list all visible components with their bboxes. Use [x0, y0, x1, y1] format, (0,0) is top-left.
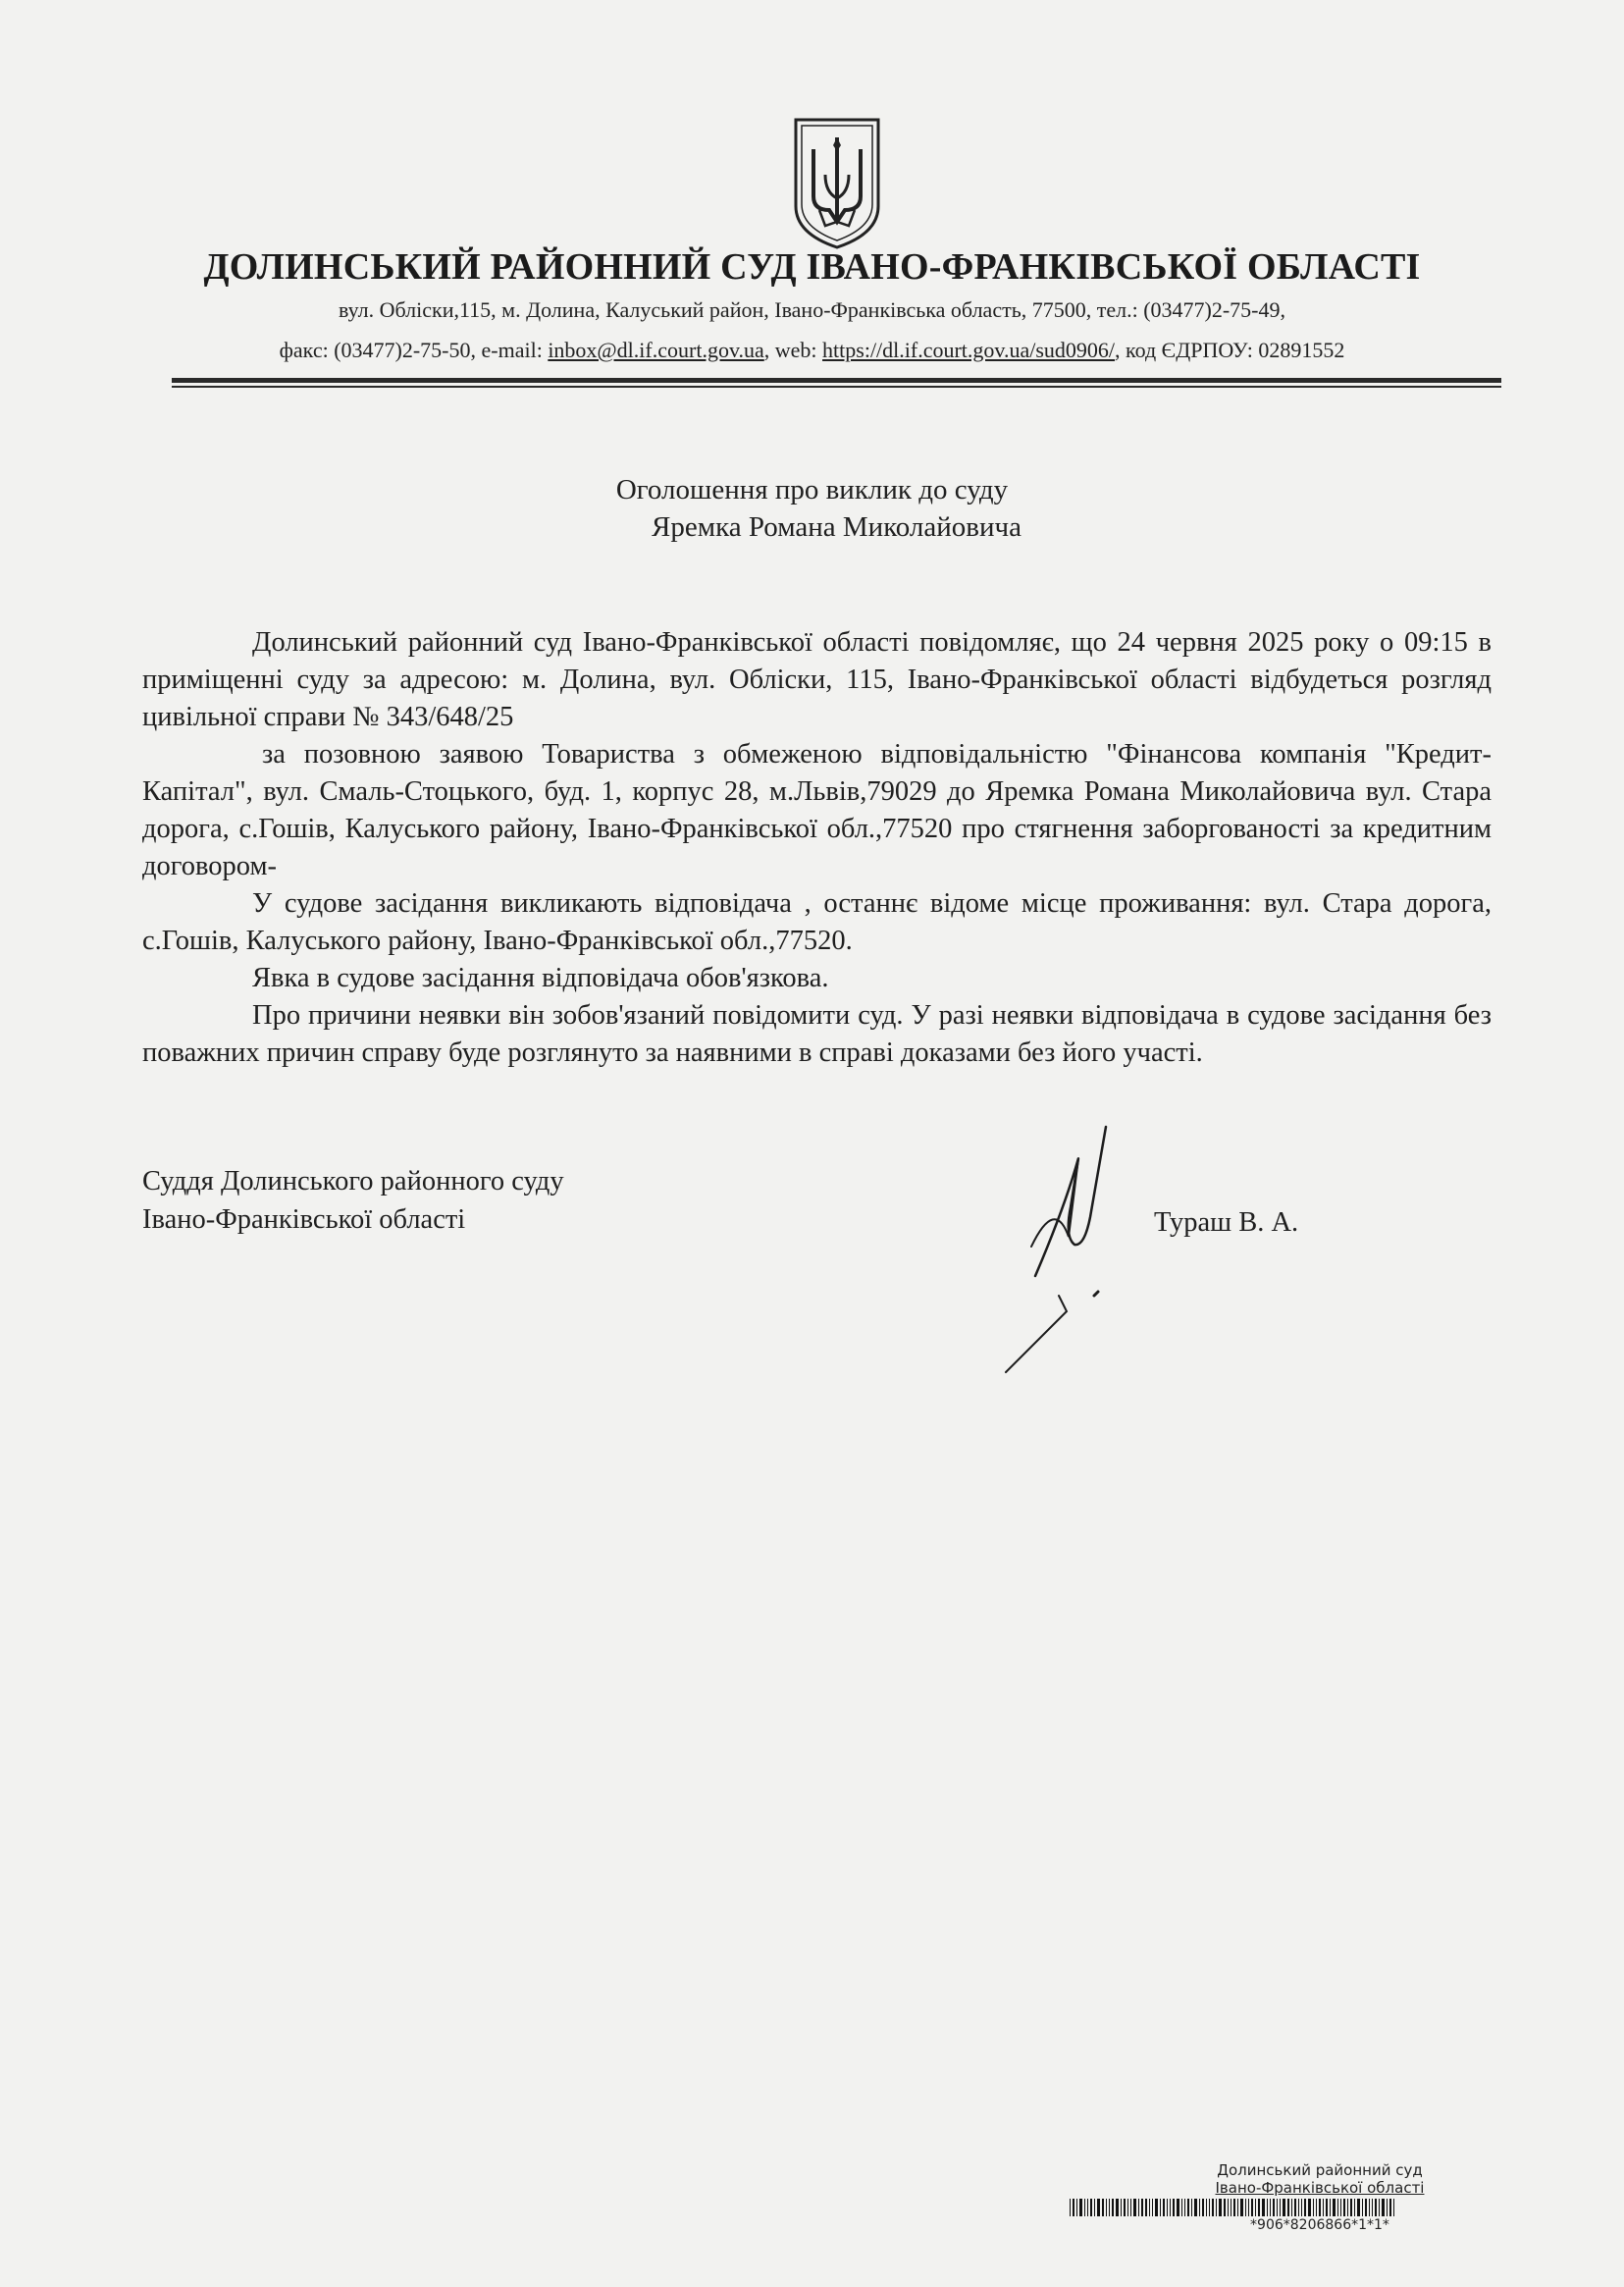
stamp-court-name: Долинський районний суд: [1217, 2161, 1423, 2179]
document-body: [142, 624, 1492, 1072]
stamp-region: Івано-Франківської області: [1215, 2179, 1425, 2197]
header-rule-thick: [172, 378, 1501, 383]
court-name: ДОЛИНСЬКИЙ РАЙОННИЙ СУД ІВАНО-ФРАНКІВСЬКОЇ ОБЛАСТІ: [203, 246, 1421, 288]
paragraph-attendance: Явка в судове засідання відповідача обов'язкова.: [252, 963, 829, 993]
judge-title-line1: Суддя Долинського районного суду: [142, 1166, 564, 1197]
court-contacts: [0, 338, 1624, 363]
header-rule-thin: [172, 386, 1501, 388]
handwritten-signature: [996, 1119, 1124, 1374]
paragraph-summons: У судове засідання викликають відповідача , останнє відоме місце проживання: вул. Стара дорога, с.Гошів, Калуського району, Івано-Франківської обл.,77520.: [142, 888, 1492, 956]
edrpou-code: , код ЄДРПОУ: 02891552: [1115, 338, 1345, 362]
web-label: , web:: [763, 338, 823, 362]
registration-stamp: [1070, 2161, 1531, 2233]
email-link[interactable]: inbox@dl.if.court.gov.ua: [548, 338, 764, 362]
document-title: Оголошення про виклик до суду: [615, 474, 1009, 505]
coat-of-arms-icon: [790, 116, 884, 251]
barcode-number: *906*8206866*1*1*: [1250, 2217, 1389, 2233]
web-link[interactable]: https://dl.if.court.gov.ua/sud0906/: [822, 338, 1116, 362]
judge-title-line2: Івано-Франківської області: [142, 1204, 466, 1235]
judge-name: Тураш В. А.: [1154, 1207, 1299, 1238]
paragraph-claim: за позовною заявою Товариства з обмеженою відповідальністю "Фінансова компанія "Кредит-Капітал", вул. Смаль-Стоцького, буд. 1, корпус 28, м.Львів,79029 до Яремка Романа Миколайовича вул. Стара дорога, с.Гошів, Калуського району, Івано-Франківської обл.,77520 про стягнення заборгованості за кредитним договором-: [142, 739, 1492, 881]
barcode: [1070, 2199, 1531, 2216]
fax-label: факс: (03477)2-75-50, e-mail:: [279, 338, 549, 362]
paragraph-absence: Про причини неявки він зобов'язаний повідомити суд. У разі неявки відповідача в судове засідання без поважних причин справу буде розглянуто за наявними в справі доказами без його участі.: [142, 1000, 1492, 1068]
document-subtitle: Яремка Романа Миколайовича: [652, 511, 1022, 543]
paragraph-hearing: Долинський районний суд Івано-Франківської області повідомляє, що 24 червня 2025 року о 09:15 в приміщенні суду за адресою: м. Долина, вул. Обліски, 115, Івано-Франківської області відбудеться розгляд цивільної справи № 343/648/25: [142, 627, 1492, 732]
court-address: вул. Обліски,115, м. Долина, Калуський район, Івано-Франківська область, 77500, тел.: (03477)2-75-49,: [338, 297, 1286, 322]
